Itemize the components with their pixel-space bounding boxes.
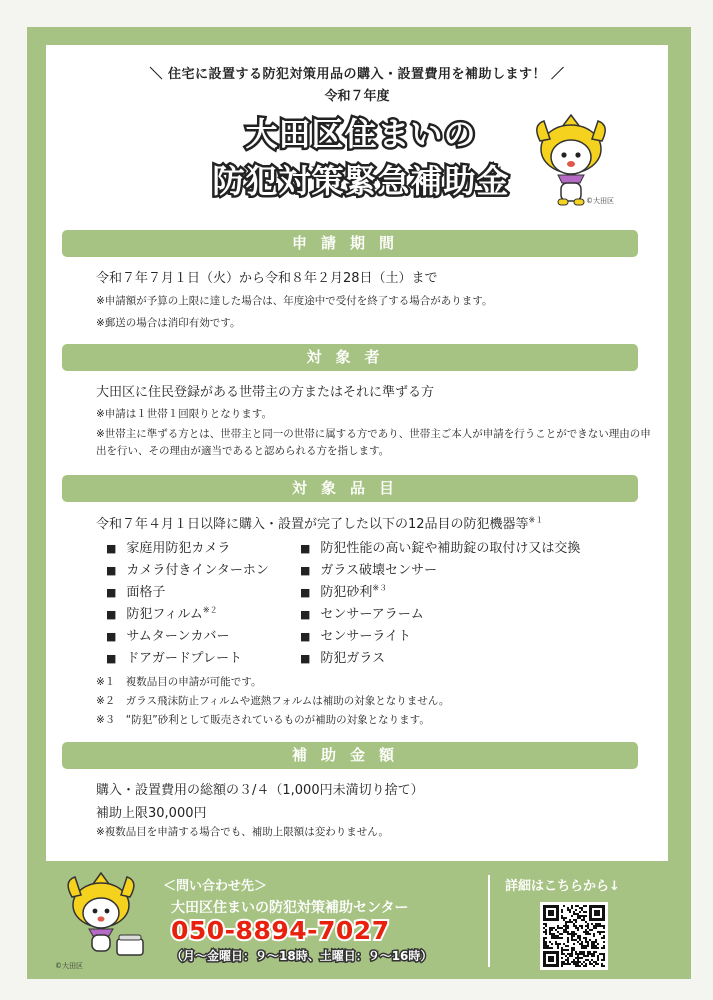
section-header-period: 申請期間 — [62, 230, 638, 257]
copyright-text: ©大田区 — [586, 197, 614, 205]
items-note-2: ※２ ガラス飛沫防止フィルムや遮熱フォルムは補助の対象となりません。 — [96, 695, 450, 707]
list-item: ■ 防犯ガラス — [300, 647, 385, 666]
target-note-1: ※申請は１世帯１回限りとなります。 — [96, 408, 272, 420]
amount-limit: 補助上限30,000円 — [96, 806, 207, 821]
items-note-1: ※１ 複数品目の申請が可能です。 — [96, 676, 262, 688]
tagline: ＼ 住宅に設置する防犯対策用品の購入・設置費用を補助します！ ／ — [149, 67, 565, 82]
mascot-phone-icon — [57, 869, 157, 969]
contact-footer — [27, 861, 691, 979]
fiscal-year: 令和７年度 — [324, 89, 390, 104]
list-item: ■ 防犯性能の高い錠や補助錠の取付け又は交換 — [300, 537, 580, 556]
center-name: 大田区住まいの防犯対策補助センター — [171, 900, 409, 916]
period-note-1: ※申請額が予算の上限に達した場合は、年度途中で受付を終了する場合があります。 — [96, 295, 493, 307]
list-item: ■ 防犯砂利$^{※3}$ — [300, 581, 387, 600]
list-item: ■ センサーアラーム — [300, 603, 424, 622]
flyer-panel — [46, 45, 668, 861]
amount-note: ※複数品目を申請する場合でも、補助上限額は変わりません。 — [96, 826, 389, 838]
target-main: 大田区に住民登録がある世帯主の方またはそれに準ずる方 — [96, 385, 435, 400]
amount-main: 購入・設置費用の総額の３/４（1,000円未満切り捨て） — [96, 783, 424, 798]
qr-code-icon[interactable] — [540, 902, 608, 970]
page-title-line2: 防犯対策緊急補助金 — [212, 162, 510, 200]
list-item: ■ カメラ付きインターホン — [106, 559, 269, 578]
section-header-target: 対象者 — [62, 344, 638, 371]
items-note-3: ※３ “防犯”砂利として販売されているものが補助の対象となります。 — [96, 714, 430, 726]
period-note-2: ※郵送の場合は消印有効です。 — [96, 317, 241, 329]
section-header-amount: 補助金額 — [62, 742, 638, 769]
items-main: 令和７年４月１日以降に購入・設置が完了した以下の12品目の防犯機器等$^{※1}$ — [96, 515, 544, 532]
page-title-line1: 大田区住まいの — [245, 115, 477, 153]
list-item: ■ ガラス破壊センサー — [300, 559, 437, 578]
footer-copyright: ©大田区 — [55, 962, 83, 970]
phone-number[interactable]: 050-8894-7027 — [171, 916, 390, 945]
footer-divider — [488, 875, 490, 967]
list-item: ■ 防犯フィルム$^{※2}$ — [106, 603, 218, 622]
list-item: ■ センサーライト — [300, 625, 411, 644]
section-header-items: 対象品目 — [62, 475, 638, 502]
target-note-2: ※世帯主に準ずる方とは、世帯主と同一の世帯に属する方であり、世帯主ご本人が申請を行うことができない理由の申出を行い、その理由が適当であると認められる方を指します。 — [96, 428, 651, 457]
list-item: ■ サムターンカバー — [106, 625, 230, 644]
list-item: ■ 面格子 — [106, 581, 165, 600]
business-hours: （月～金曜日：９～18時、土曜日：９～16時） — [171, 949, 433, 963]
contact-heading: ＜問い合わせ先＞ — [163, 879, 268, 894]
detail-label: 詳細はこちらから↓ — [505, 879, 620, 894]
list-item: ■ ドアガードプレート — [106, 647, 242, 666]
period-main: 令和７年７月１日（火）から令和８年２月28日（土）まで — [96, 271, 438, 286]
list-item: ■ 家庭用防犯カメラ — [106, 537, 230, 556]
